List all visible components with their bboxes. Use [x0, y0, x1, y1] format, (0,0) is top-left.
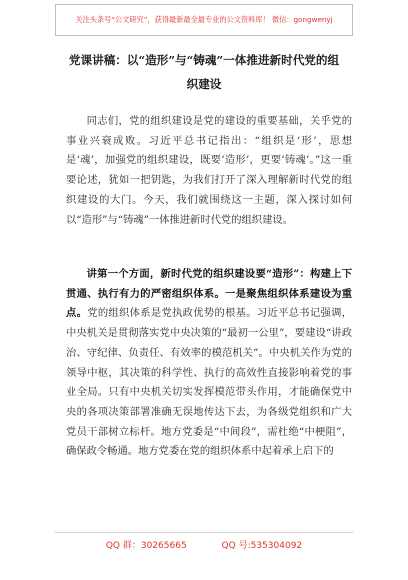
header-banner: 关注头条号“公文研究”，获得最新最全最专业的公文资料库！ 微信：gongwenyj: [55, 4, 353, 36]
footer-divider: [55, 532, 353, 533]
title-line-2: 织建设: [186, 77, 222, 91]
footer-qq-number: QQ 号:535304092: [221, 541, 303, 551]
section-one-body: 党的组织体系是党执政优势的根基。习近平总书记强调，中央机关是贯彻落实党中央决策的“最初一公里”，要建设“讲政治、守纪律、负责任、有效率的模范机关”。中央机关作为党的领导中枢，其决策的科学性、执行的高效性直接影响着党的事业全局。只有中央机关切实发挥模范带头作用，才能确保党中央的各项决策部署准确无误地传达下去，为各级党组织和广大党员干部树立标杆。地方党委是“中间段”，需杜绝“中梗阻”，确保政令畅通。地方党委在党的组织体系中起着承上启下的: [66, 307, 353, 458]
footer: [0, 538, 408, 551]
document-title: [66, 48, 342, 96]
paragraph-section-one: [66, 265, 352, 462]
title-line-1: 党课讲稿：以“造形”与“铸魂”一体推进新时代党的组: [68, 53, 340, 67]
footer-qq-group: QQ 群：30265665: [105, 541, 187, 551]
section-one-heading: 讲第一个方面，新时代党的组织建设要“造形”：构建上下贯通、执行有力的严密组织体系。一是聚焦组织体系建设为重点。: [66, 268, 352, 320]
paragraph-intro: 同志们，党的组织建设是党的建设的重要基础，关乎党的事业兴衰成败。习近平总书记指出：“组织是‘形’，思想是‘魂’，加强党的组织建设，既要‘造形’，更要‘铸魂’。”这一重要论述，犹如一把钥匙，为我们打开了深入理解新时代党的组织建设的大门。今天，我们就围绕这一主题，深入探讨如何以“造形”与“铸魂”一体推进新时代党的组织建设。: [66, 115, 352, 226]
